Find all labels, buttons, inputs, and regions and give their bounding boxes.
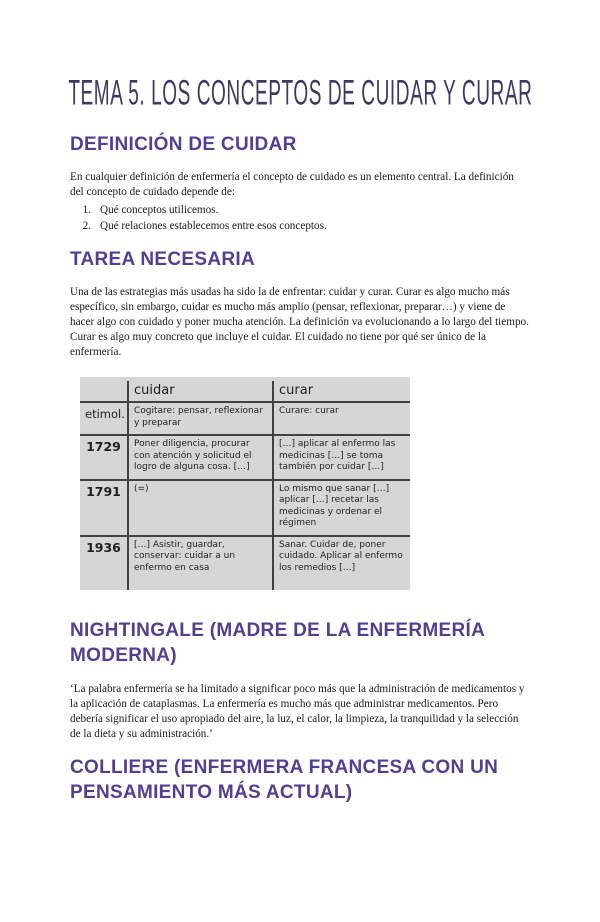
table-header-cuidar: cuidar	[128, 381, 273, 402]
table-header-row	[80, 381, 410, 402]
heading-colliere: COLLIERE (ENFERMERA FRANCESA CON UN PENSAMIENTO MÁS ACTUAL)	[70, 757, 499, 803]
cell-curar: […] aplicar al enfermo las medicinas […] se toma también por cuidar […]	[273, 435, 410, 480]
page-title: TEMA 5. LOS CONCEPTOS DE CUIDAR Y CURAR	[67, 73, 533, 113]
paragraph-definicion: En cualquier definición de enfermería el concepto de cuidado es un elemento central. La definición del concepto de cuidado depende de:	[70, 171, 514, 198]
heading-nightingale: NIGHTINGALE (MADRE DE LA ENFERMERÍA MODERNA)	[70, 620, 485, 666]
cell-cuidar: Poner diligencia, procurar con atención y solicitud el logro de alguna cosa. […]	[128, 435, 273, 480]
numbered-list	[70, 202, 530, 234]
row-label: 1791	[86, 483, 121, 499]
list-item	[70, 202, 530, 218]
table-row	[80, 435, 410, 480]
list-item	[70, 218, 530, 234]
etymology-table	[80, 377, 410, 590]
paragraph-nightingale-quote: ‘La palabra enfermería se ha limitado a significar poco más que la administración de medicamentos y la aplicación de cataplasmas. La enfermería es mucho más que administrar medicamentos. Pero debería significar el uso apropiado del aire, la luz, el calor, la limpieza, la tranquilidad y la selección de la dieta y su administración.’	[70, 683, 525, 740]
paragraph-tarea: Una de las estrategias más usadas ha sido la de enfrentar: cuidar y curar. Curar es algo mucho más específico, sin embargo, cuidar es mucho más amplio (pensar, reflexionar, preparar…) y viene de hacer algo con cuidado y poner mucha atención. La definición va evolucionando a lo largo del tiempo. Curar es algo muy concreto que incluye el cuidar. El cuidado no tiene por qué ser único de la enfermería.	[70, 286, 529, 358]
list-item-number: 2.	[82, 220, 91, 232]
cell-curar: Curare: curar	[273, 402, 410, 435]
document-page	[0, 74, 600, 922]
heading-definicion-de-cuidar: DEFINICIÓN DE CUIDAR	[70, 134, 297, 155]
cuidar-curar-table	[80, 381, 410, 590]
table-row	[80, 480, 410, 536]
title-row	[67, 73, 533, 113]
cell-cuidar: […] Asistir, guardar, conservar: cuidar a un enfermo en casa	[128, 536, 273, 591]
row-label: 1936	[86, 539, 121, 555]
list-item-number: 1.	[82, 204, 91, 216]
row-label: etimol.	[85, 407, 125, 421]
cell-cuidar: Cogitare: pensar, reflexionar y preparar	[128, 402, 273, 435]
table-row	[80, 402, 410, 435]
cell-cuidar: (=)	[128, 480, 273, 536]
list-item-text: Qué conceptos utilicemos.	[100, 204, 219, 216]
list-item-text: Qué relaciones establecemos entre esos conceptos.	[100, 220, 327, 232]
table-header-empty	[80, 381, 128, 402]
heading-tarea-necesaria: TAREA NECESARIA	[70, 249, 256, 270]
cell-curar: Sanar. Cuidar de, poner cuidado. Aplicar al enfermo los remedios […]	[273, 536, 410, 591]
table-header-curar: curar	[273, 381, 410, 402]
table-row	[80, 536, 410, 591]
row-label: 1729	[86, 439, 121, 454]
cell-curar: Lo mismo que sanar […] aplicar […] recetar las medicinas y ordenar el régimen	[273, 480, 410, 536]
